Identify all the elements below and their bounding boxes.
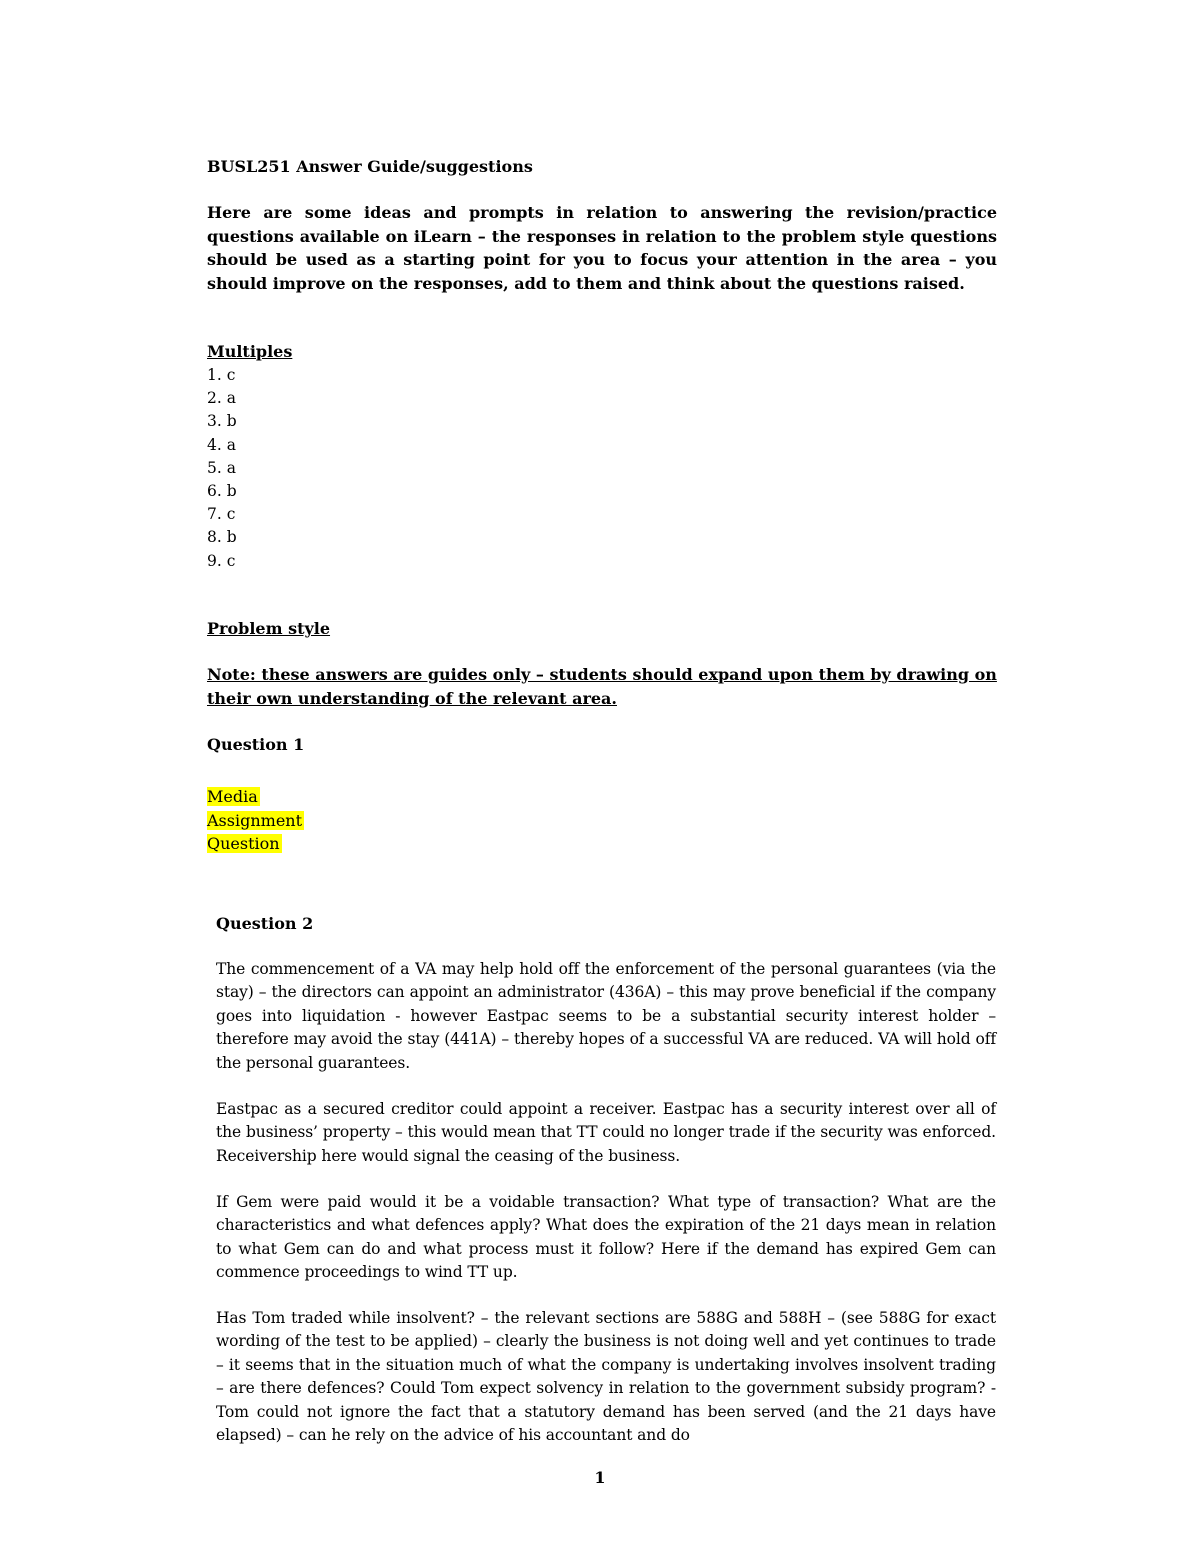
question2-paragraph: If Gem were paid would it be a voidable transaction? What type of transaction? What are the characteristics and what defences apply? What does the expiration of the 21 days mean in relation to what Gem can do and what process must it follow? Here if the demand has expired Gem can commence proceedings to wind TT up. [216, 1193, 996, 1282]
question2-heading: Question 2 [216, 914, 314, 933]
highlighted-text: Question [207, 834, 280, 853]
page-number: 1 [594, 1468, 606, 1487]
list-item: 1. c [207, 366, 236, 384]
highlighted-text: Assignment [207, 810, 303, 830]
multiples-heading: Multiples [207, 342, 293, 361]
list-item: 9. c [207, 551, 236, 570]
question1-highlighted-list [207, 785, 304, 856]
problem-style-heading: Problem style [207, 619, 331, 638]
list-item: 4. a [207, 435, 236, 454]
list-item: 2. a [207, 389, 236, 408]
highlighted-text: Media [207, 787, 258, 806]
list-item: 5. a [207, 458, 236, 477]
list-item: 8. b [207, 528, 237, 547]
guide-note: Note: these answers are guides only – students should expand upon them by drawing on their own understanding of the relevant area. [207, 665, 997, 708]
question2-paragraph: The commencement of a VA may help hold off the enforcement of the personal guarantees (via the stay) – the directors can appoint an administrator (436A) – this may prove beneficial if the company goes into liquidation - however Eastpac seems to be a substantial security interest holder – therefore may avoid the stay (441A) – thereby hopes of a successful VA are reduced. VA will hold off the personal guarantees. [216, 960, 996, 1072]
list-item: 3. b [207, 412, 237, 431]
question2-paragraph: Eastpac as a secured creditor could appoint a receiver. Eastpac has a security interest over all of the business’ property – this would mean that TT could no longer trade if the security was enforced. Receivership here would signal the ceasing of the business. [216, 1100, 996, 1165]
list-item: 6. b [207, 482, 237, 501]
question1-heading: Question 1 [207, 735, 305, 754]
question2-paragraph: Has Tom traded while insolvent? – the relevant sections are 588G and 588H – (see 588G for exact wording of the test to be applied) – clearly the business is not doing well and yet continues to trade – it seems that in the situation much of what the company is undertaking involves insolvent trading – are there defences? Could Tom expect solvency in relation to the government subsidy program? - Tom could not ignore the fact that a statutory demand has been served (and the 21 days have elapsed) – can he rely on the advice of his accountant and do [216, 1309, 996, 1445]
document-title: BUSL251 Answer Guide/suggestions [207, 157, 533, 176]
multiples-answer-list [207, 364, 237, 573]
intro-paragraph: Here are some ideas and prompts in relation to answering the revision/practice questions available on iLearn – the responses in relation to the problem style questions should be used as a starting point for you to focus your attention in the area – you should improve on the responses, add to them and think about the questions raised. [207, 203, 997, 293]
list-item: 7. c [207, 505, 236, 524]
